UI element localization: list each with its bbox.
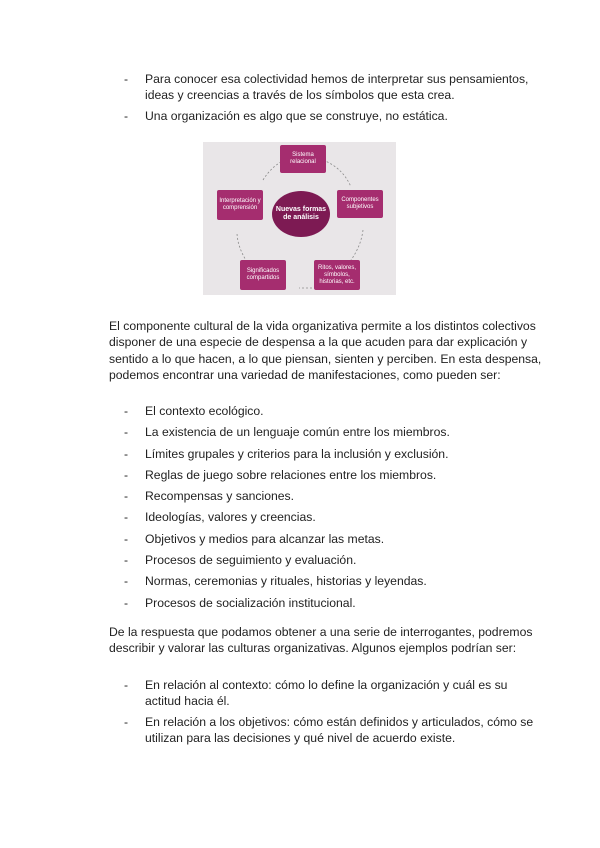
list-item: - Reglas de juego sobre relaciones entre los miembros. — [124, 467, 437, 482]
bullet-dash: - — [124, 595, 129, 610]
list-item: - El contexto ecológico. — [124, 404, 264, 418]
questions-list — [124, 677, 544, 752]
manifestations-list — [124, 403, 544, 616]
box-subjective-components: Componentes subjetivos — [337, 190, 383, 218]
bullet-dash: - — [124, 446, 129, 461]
bullet-dash: - — [124, 467, 129, 482]
bullet-dash: - — [124, 425, 129, 440]
list-item: - Procesos de seguimiento y evaluación. — [124, 553, 357, 568]
list-item: - Ideologías, valores y creencias. — [124, 510, 316, 525]
list-item: - Procesos de socialización institucional. — [124, 595, 356, 610]
bullet-dash: - — [124, 72, 129, 86]
bullet-dash: - — [124, 404, 129, 418]
bullet-dash: - — [124, 574, 129, 589]
list-item: - En relación al contexto: cómo lo define la organización y cuál es su actitud hacia él. — [124, 678, 508, 708]
list-item: - En relación a los objetivos: cómo están definidos y articulados, cómo se utilizan para las decisiones y qué nivel de acuerdo existe. — [124, 715, 534, 746]
list-item: - Recompensas y sanciones. — [124, 489, 295, 504]
bullet-dash: - — [124, 489, 129, 504]
list-item: - La existencia de un lenguaje común entre los miembros. — [124, 425, 450, 440]
list-item: - Una organización es algo que se construye, no estática. — [124, 109, 448, 124]
bullet-dash: - — [124, 553, 129, 568]
list-item: - Objetivos y medios para alcanzar las metas. — [124, 531, 385, 546]
list-item: - Límites grupales y criterios para la inclusión y exclusión. — [124, 446, 449, 461]
paragraph-cultural-component: El componente cultural de la vida organizativa permite a los distintos colectivos disponer de una especie de despensa a la que acuden para dar explicación y sentido a lo que hacen, a lo que piensan, sienten y perciben. En esta despensa, podemos encontrar una variedad de manifestaciones, como pueden ser: — [109, 319, 542, 383]
bullet-dash: - — [124, 715, 129, 730]
center-new-analysis: Nuevas formas de análisis — [272, 191, 330, 237]
box-relational-system: Sistema relacional — [280, 145, 326, 173]
bullet-dash: - — [124, 109, 129, 124]
culture-diagram — [203, 142, 396, 295]
top-bullet-list — [124, 71, 544, 130]
bullet-dash: - — [124, 510, 129, 525]
bullet-dash: - — [124, 531, 129, 546]
box-rites-values: Ritos, valores, símbolos, historias, etc. — [314, 260, 360, 290]
list-item: - Para conocer esa colectividad hemos de interpretar sus pensamientos, ideas y creencias a través de los símbolos que esta crea. — [124, 72, 529, 102]
bullet-dash: - — [124, 678, 129, 692]
list-item: - Normas, ceremonias y rituales, historias y leyendas. — [124, 574, 427, 589]
paragraph-questions-intro: De la respuesta que podamos obtener a una serie de interrogantes, podremos describir y valorar las culturas organizativas. Algunos ejemplos podrían ser: — [109, 625, 533, 656]
box-interpretation: Interpretación y comprensión — [217, 190, 263, 220]
box-shared-meanings: Significados compartidos — [240, 260, 286, 290]
